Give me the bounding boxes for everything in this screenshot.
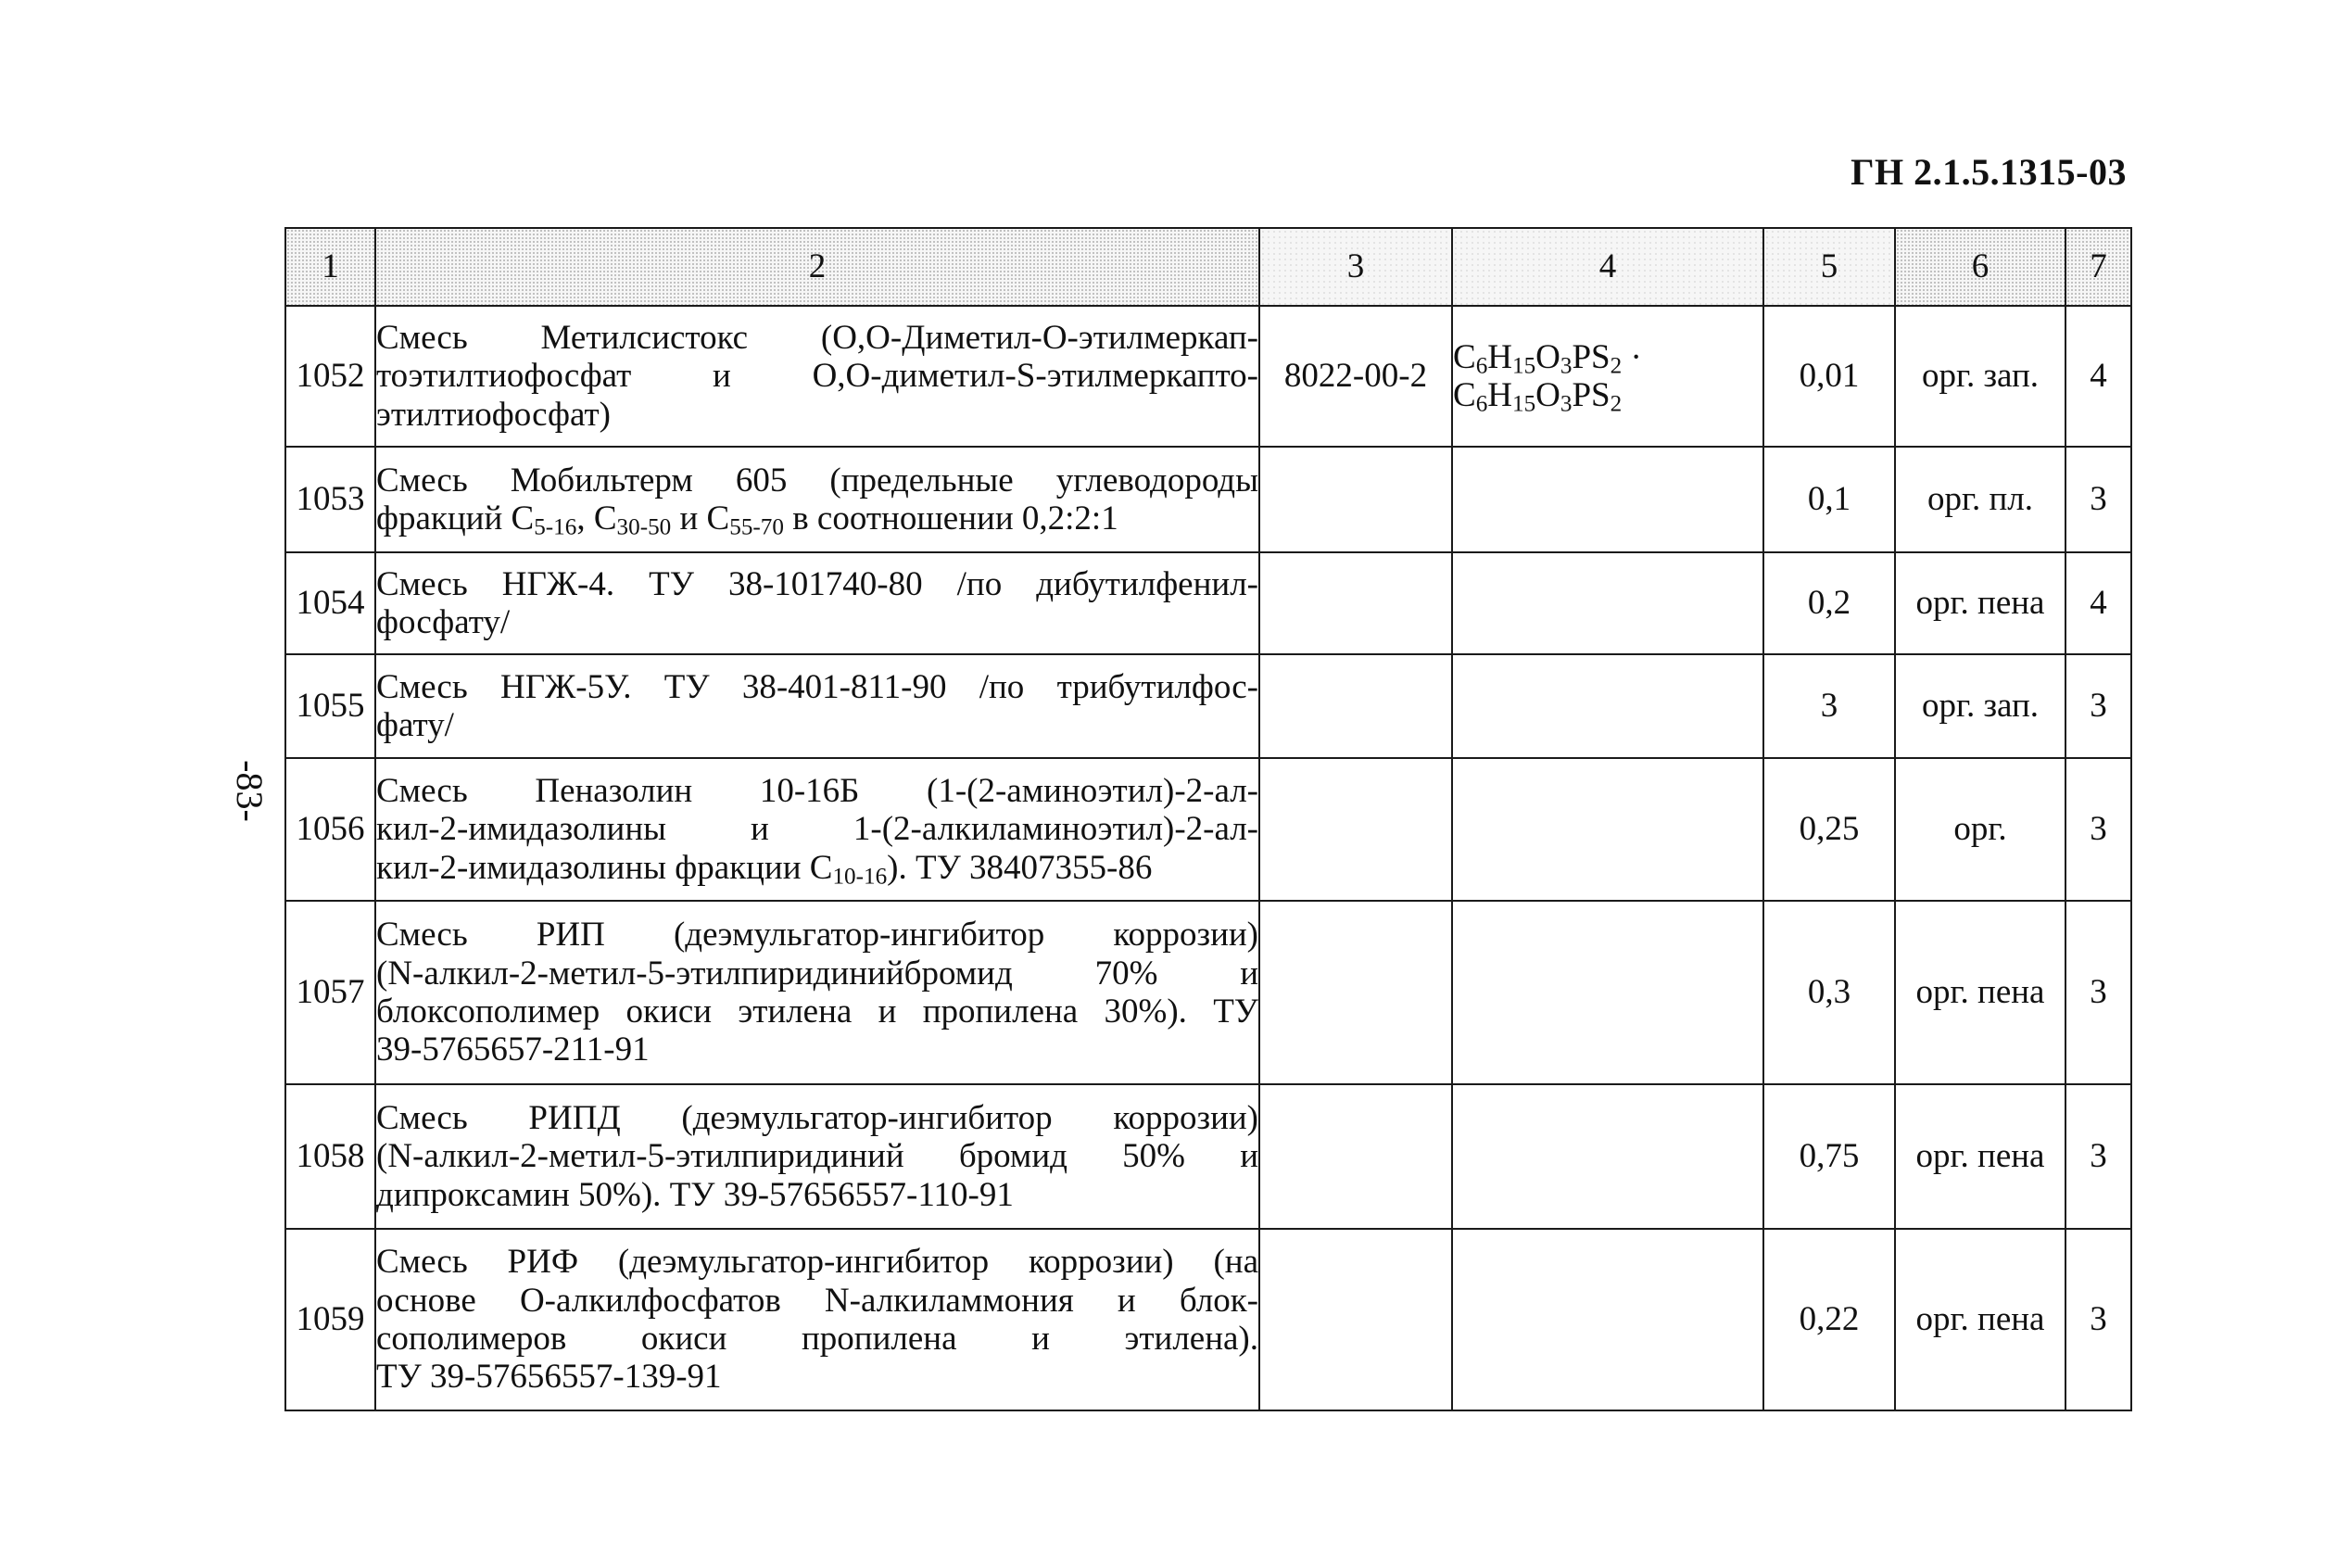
hazard-class: 3 [2065,654,2131,758]
description-line: кил-2-имидазолины и 1-(2-алкиламиноэтил)-2-ал- [376,810,1258,849]
limit-value: 0,25 [1763,758,1895,901]
hazard-class: 3 [2065,901,2131,1084]
description-line: фату/ [376,706,454,744]
description-line: сополимеров окиси пропилена и этилена). [376,1320,1258,1358]
row-number: 1052 [285,306,375,447]
table-row [285,306,2131,447]
description-line: дипроксамин 50%). ТУ 39-57656557-110-91 [376,1175,1014,1214]
document-code: ГН 2.1.5.1315-03 [1851,151,2127,193]
description-line: 39-5765657-211-91 [376,1031,650,1069]
substance-description [375,758,1259,901]
chemical-formula [1452,306,1763,447]
hazard-indicator: орг. зап. [1895,654,2065,758]
cas-number [1259,1084,1452,1229]
column-header-6: 6 [1895,228,2065,306]
row-number: 1054 [285,552,375,654]
description-line: Смесь РИП (деэмульгатор-ингибитор коррозии) [376,916,1258,955]
table-row [285,552,2131,654]
description-line: ТУ 39-57656557-139-91 [376,1358,722,1397]
table-header-row [285,228,2131,306]
cas-number [1259,758,1452,901]
description-line: (N-алкил-2-метил-5-этилпиридиний бромид 50% и [376,1137,1258,1176]
hazard-class: 3 [2065,758,2131,901]
table-row [285,1084,2131,1229]
table-row [285,447,2131,552]
substance-description [375,901,1259,1084]
description-line: Смесь Метилсистокс (О,О-Диметил-О-этилмеркап- [376,318,1258,357]
description-line: Смесь Мобильтерм 605 (предельные углеводороды [376,461,1258,499]
substance-description [375,447,1259,552]
description-line: Смесь РИПД (деэмульгатор-ингибитор коррозии) [376,1098,1258,1137]
substance-description [375,654,1259,758]
chemical-formula [1452,901,1763,1084]
hazard-class: 4 [2065,306,2131,447]
table-row [285,758,2131,901]
column-header-1: 1 [285,228,375,306]
row-number: 1057 [285,901,375,1084]
description-line: кил-2-имидазолины фракции $C_{10-16}$). ТУ 38407355-86 [376,848,1153,890]
hazard-indicator: орг. пена [1895,552,2065,654]
substance-description [375,1229,1259,1410]
cas-number [1259,654,1452,758]
limit-value: 0,01 [1763,306,1895,447]
cas-number [1259,1229,1452,1410]
chemical-formula [1452,1229,1763,1410]
hazard-class: 3 [2065,1229,2131,1410]
page-number: -83- [228,760,271,822]
cas-number [1259,552,1452,654]
row-number: 1059 [285,1229,375,1410]
column-header-7: 7 [2065,228,2131,306]
formula-line: $C_6H_{15}O_3PS_2$ [1453,376,1623,417]
formula-line: $C_6H_{15}O_3PS_2$ · [1453,337,1642,379]
column-header-5: 5 [1763,228,1895,306]
row-number: 1055 [285,654,375,758]
row-number: 1058 [285,1084,375,1229]
chemical-formula [1452,1084,1763,1229]
column-header-3: 3 [1259,228,1452,306]
hazard-indicator: орг. [1895,758,2065,901]
hazard-indicator: орг. пл. [1895,447,2065,552]
description-line: Смесь Пеназолин 10-16Б (1-(2-аминоэтил)-2-ал- [376,771,1258,810]
hazard-indicator: орг. пена [1895,901,2065,1084]
description-line: (N-алкил-2-метил-5-этилпиридинийбромид 70% и [376,954,1258,993]
limit-value: 0,2 [1763,552,1895,654]
limit-value: 0,1 [1763,447,1895,552]
chemical-formula [1452,552,1763,654]
description-line: основе О-алкилфосфатов N-алкиламмония и блок- [376,1281,1258,1320]
chemical-formula [1452,758,1763,901]
table-row [285,654,2131,758]
hazard-class: 4 [2065,552,2131,654]
column-header-4: 4 [1452,228,1763,306]
cas-number: 8022-00-2 [1259,306,1452,447]
description-line: Смесь НГЖ-5У. ТУ 38-401-811-90 /по трибутилфос- [376,667,1258,706]
cas-number [1259,901,1452,1084]
table-body [285,306,2131,1410]
chemical-formula [1452,654,1763,758]
description-line: Смесь РИФ (деэмульгатор-ингибитор коррозии) (на [376,1243,1258,1282]
table-row [285,1229,2131,1410]
description-line: фосфату/ [376,603,511,641]
hazard-class: 3 [2065,447,2131,552]
table-row [285,901,2131,1084]
description-line: этилтиофосфат) [376,395,611,434]
substance-description [375,552,1259,654]
row-number: 1056 [285,758,375,901]
description-line: фракций $C_{5-16}$, $C_{30-50}$ и $C_{55-70}$ в соотношении 0,2:2:1 [376,499,1118,540]
row-number: 1053 [285,447,375,552]
hazard-indicator: орг. зап. [1895,306,2065,447]
substance-description [375,1084,1259,1229]
limit-value: 0,22 [1763,1229,1895,1410]
hazard-indicator: орг. пена [1895,1229,2065,1410]
hazard-indicator: орг. пена [1895,1084,2065,1229]
substance-description [375,306,1259,447]
cas-number [1259,447,1452,552]
description-line: блоксополимер окиси этилена и пропилена 30%). ТУ [376,993,1258,1031]
limit-value: 3 [1763,654,1895,758]
limit-value: 0,75 [1763,1084,1895,1229]
chemical-formula [1452,447,1763,552]
description-line: Смесь НГЖ-4. ТУ 38-101740-80 /по дибутилфенил- [376,564,1258,603]
description-line: тоэтилтиофосфат и О,О-диметил-S-этилмеркапто- [376,357,1258,396]
hazard-class: 3 [2065,1084,2131,1229]
limit-value: 0,3 [1763,901,1895,1084]
substances-table [284,227,2132,1411]
column-header-2: 2 [375,228,1259,306]
